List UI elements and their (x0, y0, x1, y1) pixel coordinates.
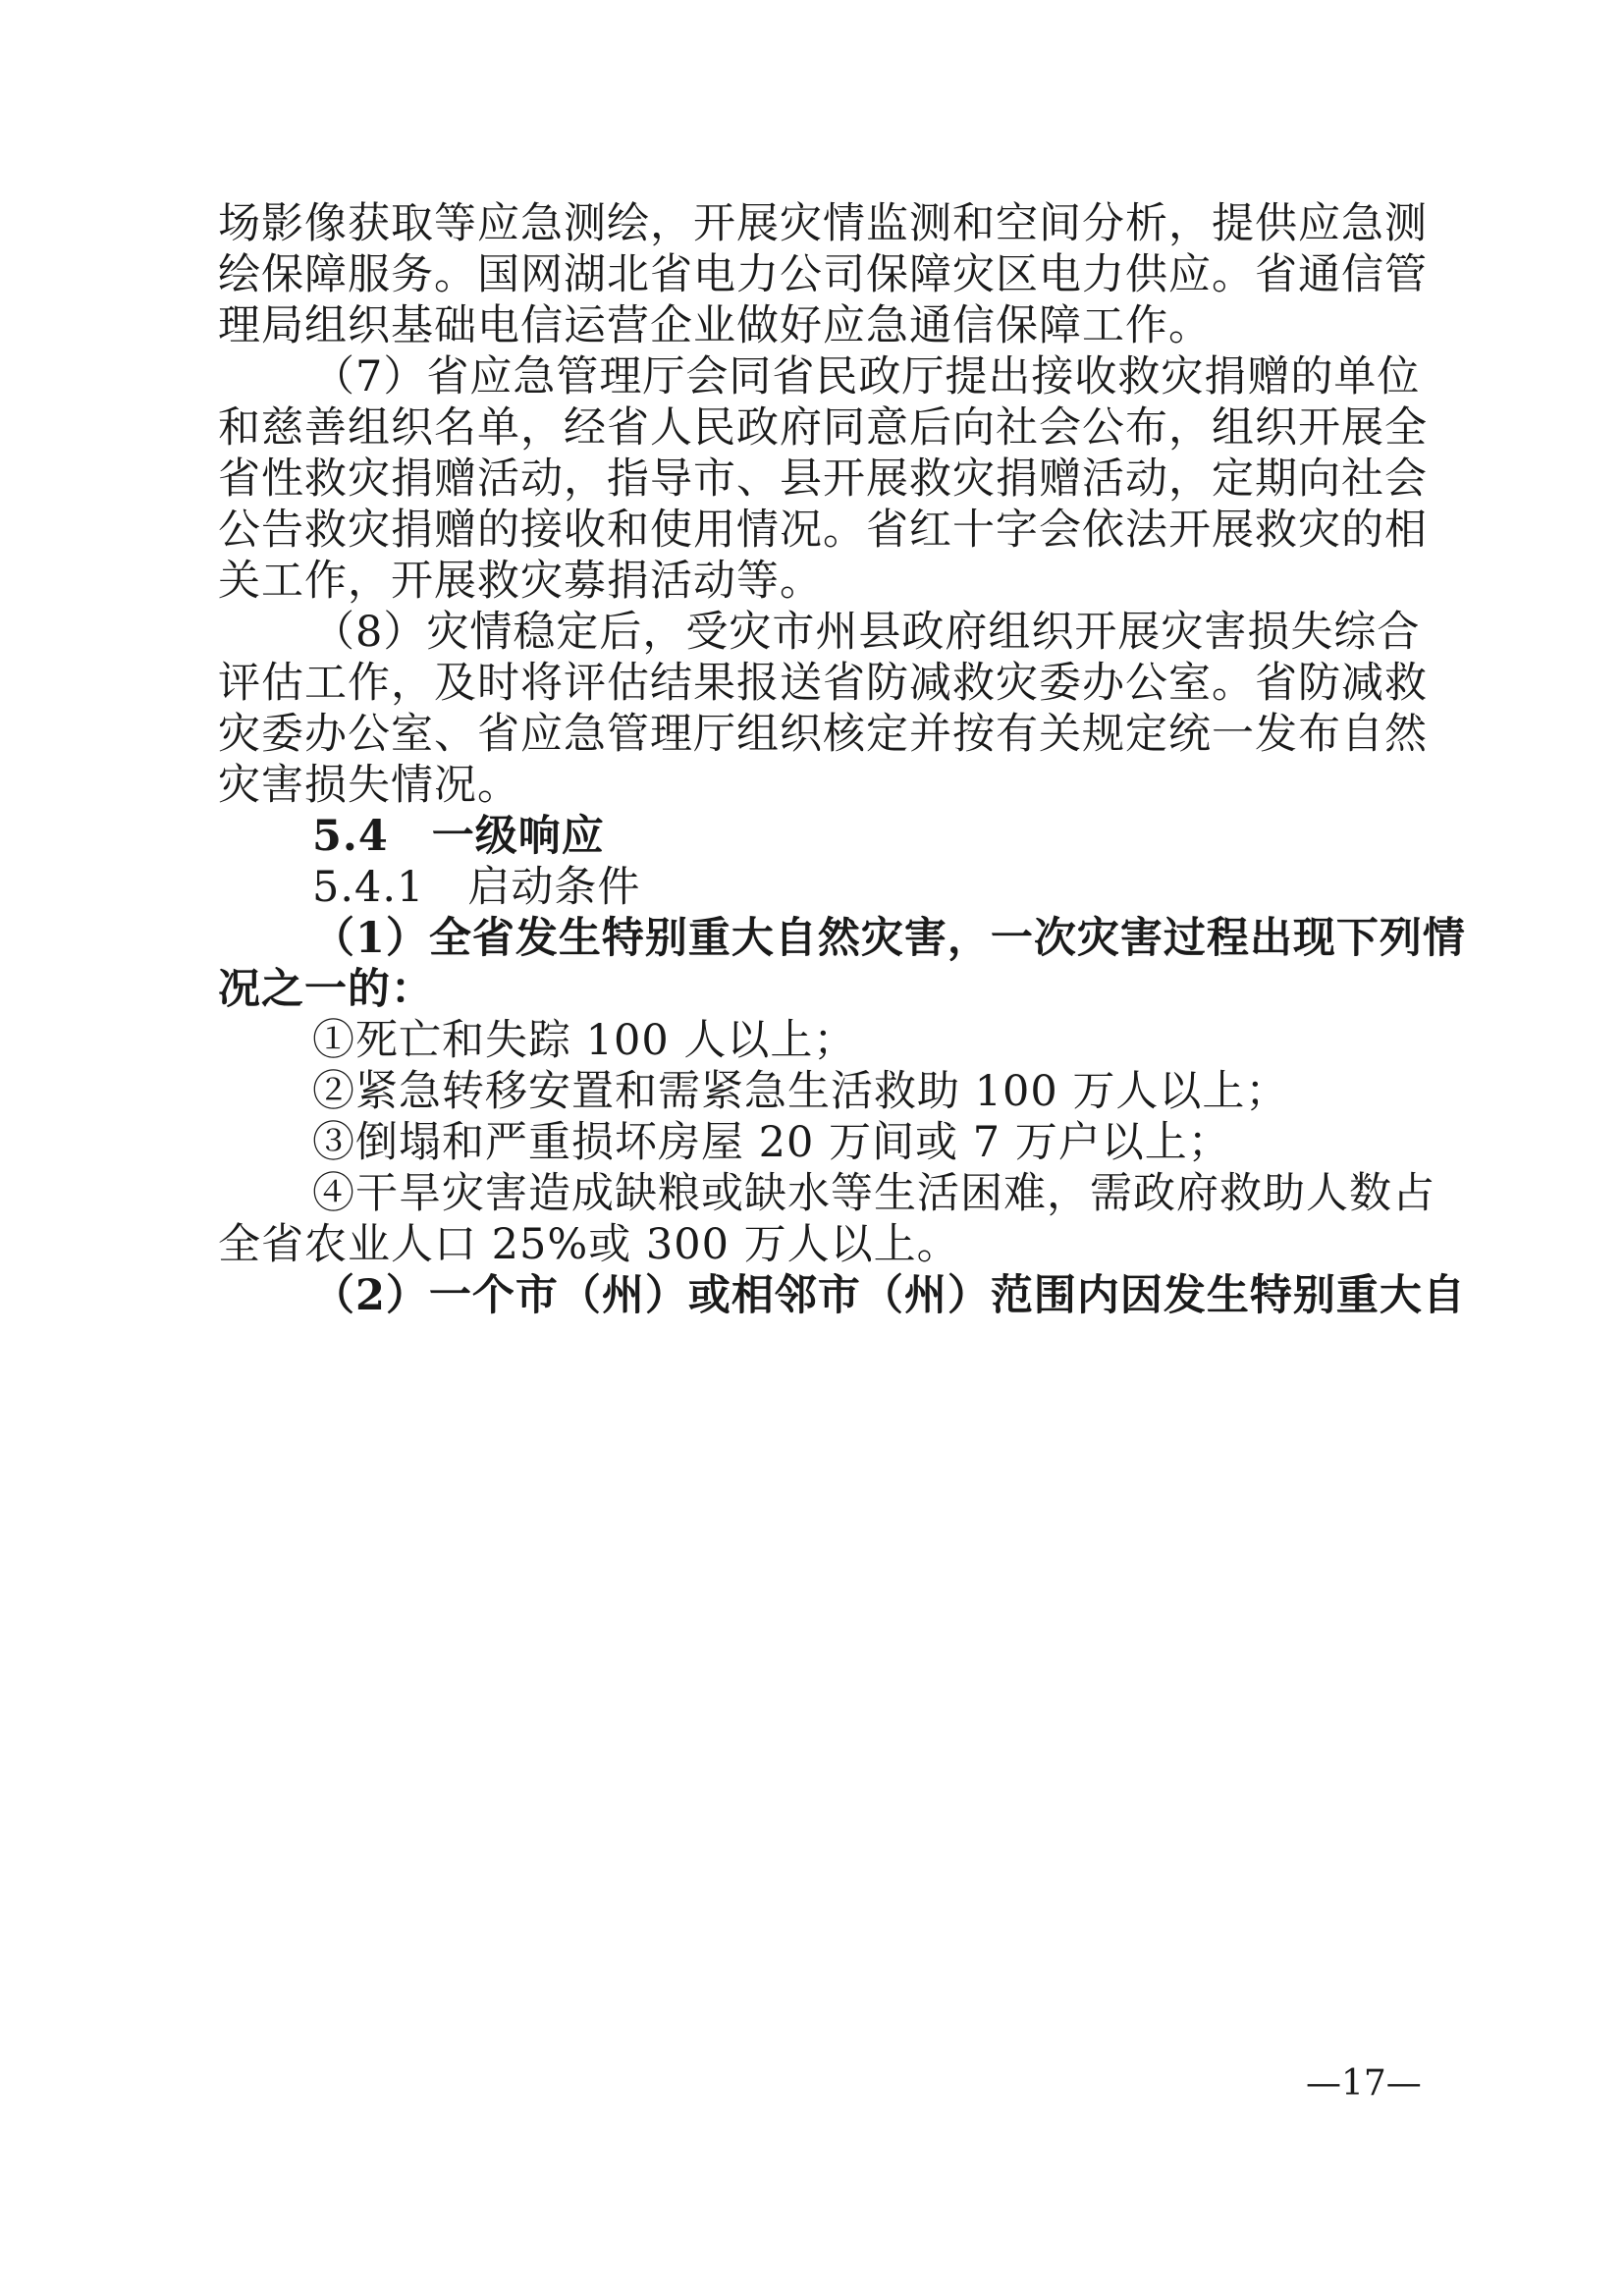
condition-1-line-2: 况之一的： (218, 965, 434, 1014)
criterion-item-4-line-1: ④干旱灾害造成缺粮或缺水等生活困难，需政府救助人数占 (312, 1169, 1435, 1218)
condition-2-line-1: （2）一个市（州）或相邻市（州）范围内因发生特别重大自 (312, 1271, 1466, 1320)
criterion-item-3: ③倒塌和严重损坏房屋 20 万间或 7 万户以上； (312, 1118, 1231, 1167)
paragraph-7-line-4: 公告救灾捐赠的接收和使用情况。省红十字会依法开展救灾的相 (218, 506, 1428, 555)
paragraph-8-line-1: （8）灾情稳定后，受灾市州县政府组织开展灾害损失综合 (312, 608, 1421, 657)
paragraph-line-1: 场影像获取等应急测绘，开展灾情监测和空间分析，提供应急测 (218, 199, 1428, 248)
paragraph-line-3: 理局组织基础电信运营企业做好应急通信保障工作。 (218, 301, 1212, 350)
criterion-item-2: ②紧急转移安置和需紧急生活救助 100 万人以上； (312, 1067, 1289, 1116)
paragraph-7-line-1: （7）省应急管理厅会同省民政厅提出接收救灾捐赠的单位 (312, 352, 1421, 401)
paragraph-7-line-2: 和慈善组织名单，经省人民政府同意后向社会公布，组织开展全 (218, 403, 1428, 453)
paragraph-8-line-2: 评估工作，及时将评估结果报送省防减救灾委办公室。省防减救 (218, 659, 1428, 708)
criterion-item-1: ①死亡和失踪 100 人以上； (312, 1016, 857, 1065)
condition-1-line-1: （1）全省发生特别重大自然灾害，一次灾害过程出现下列情 (312, 914, 1466, 963)
criterion-item-4-line-2: 全省农业人口 25%或 300 万人以上。 (218, 1220, 960, 1269)
subsection-heading-5-4-1: 5.4.1 启动条件 (312, 863, 641, 912)
paragraph-8-line-4: 灾害损失情况。 (218, 761, 520, 810)
page-number: —17— (1306, 2063, 1422, 2104)
paragraph-7-line-5: 关工作，开展救灾募捐活动等。 (218, 557, 823, 606)
section-heading-5-4: 5.4 一级响应 (312, 812, 605, 861)
paragraph-8-line-3: 灾委办公室、省应急管理厅组织核定并按有关规定统一发布自然 (218, 710, 1428, 759)
paragraph-line-2: 绘保障服务。国网湖北省电力公司保障灾区电力供应。省通信管 (218, 250, 1428, 299)
paragraph-7-line-3: 省性救灾捐赠活动，指导市、县开展救灾捐赠活动，定期向社会 (218, 454, 1428, 504)
